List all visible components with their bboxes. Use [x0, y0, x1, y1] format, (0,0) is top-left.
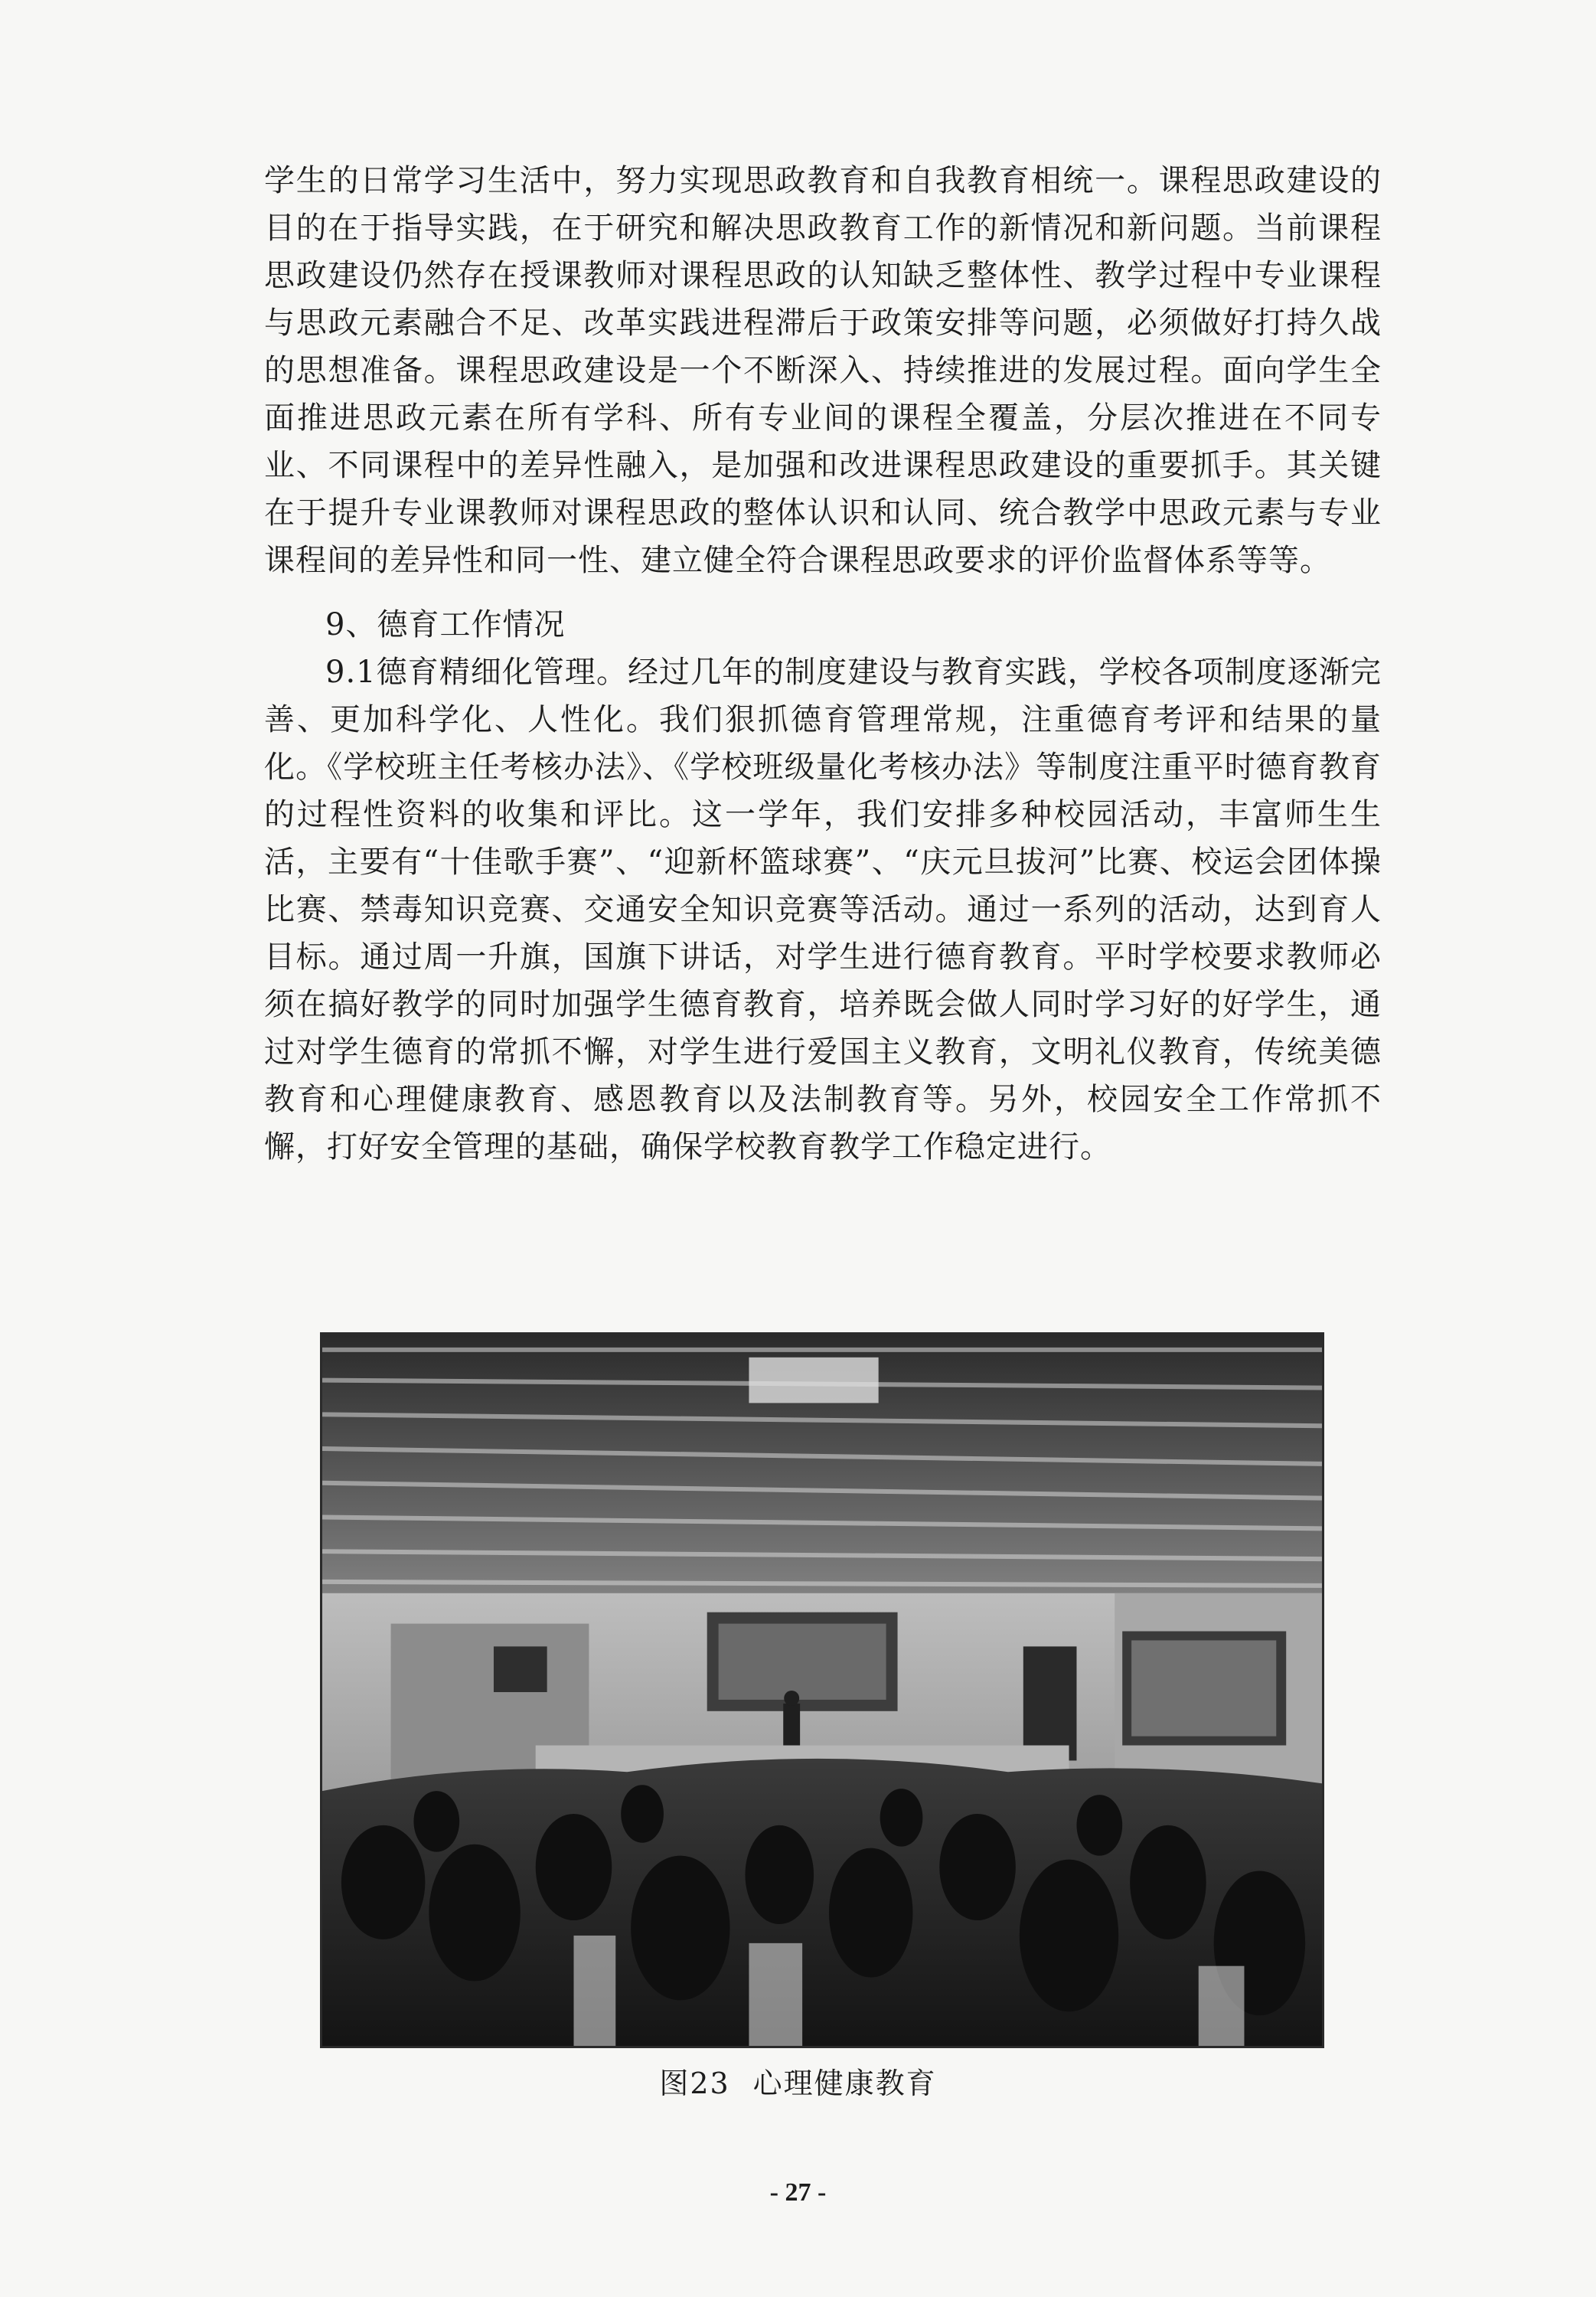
figure-number: 图23	[659, 2067, 730, 2100]
lecture-hall-photo	[320, 1332, 1324, 2048]
body-text	[264, 157, 1382, 1171]
page-number: - 27 -	[769, 2178, 827, 2207]
paragraph-moral-education: 9.1德育精细化管理。经过几年的制度建设与教育实践，学校各项制度逐渐完善、更加科学化、人性化。我们狠抓德育管理常规，注重德育考评和结果的量化。《学校班主任考核办法》、《学校班级量化考核办法》等制度注重平时德育教育的过程性资料的收集和评比。这一学年，我们安排多种校园活动，丰富师生生活，主要有“十佳歌手赛”、“迎新杯篮球赛”、“庆元旦拔河”比赛、校运会团体操比赛、禁毒知识竞赛、交通安全知识竞赛等活动。通过一系列的活动，达到育人目标。通过周一升旗，国旗下讲话，对学生进行德育教育。平时学校要求教师必须在搞好教学的同时加强学生德育教育，培养既会做人同时学习好的好学生，通过对学生德育的常抓不懈，对学生进行爱国主义教育，文明礼仪教育，传统美德教育和心理健康教育、感恩教育以及法制教育等。另外，校园安全工作常抓不懈，打好安全管理的基础，确保学校教育教学工作稳定进行。	[264, 655, 1382, 1165]
paragraph-continued: 学生的日常学习生活中，努力实现思政教育和自我教育相统一。课程思政建设的目的在于指导实践，在于研究和解决思政教育工作的新情况和新问题。当前课程思政建设仍然存在授课教师对课程思政的认知缺乏整体性、教学过程中专业课程与思政元素融合不足、改革实践进程滞后于政策安排等问题，必须做好打持久战的思想准备。课程思政建设是一个不断深入、持续推进的发展过程。面向学生全面推进思政元素在所有学科、所有专业间的课程全覆盖，分层次推进在不同专业、不同课程中的差异性融入，是加强和改进课程思政建设的重要抓手。其关键在于提升专业课教师对课程思政的整体认识和认同、统合教学中思政元素与专业课程间的差异性和同一性、建立健全符合课程思政要求的评价监督体系等等。	[264, 163, 1382, 578]
section-heading: 9、德育工作情况	[325, 607, 566, 642]
figure-caption	[0, 2060, 1596, 2102]
figure-title: 心理健康教育	[752, 2067, 937, 2100]
